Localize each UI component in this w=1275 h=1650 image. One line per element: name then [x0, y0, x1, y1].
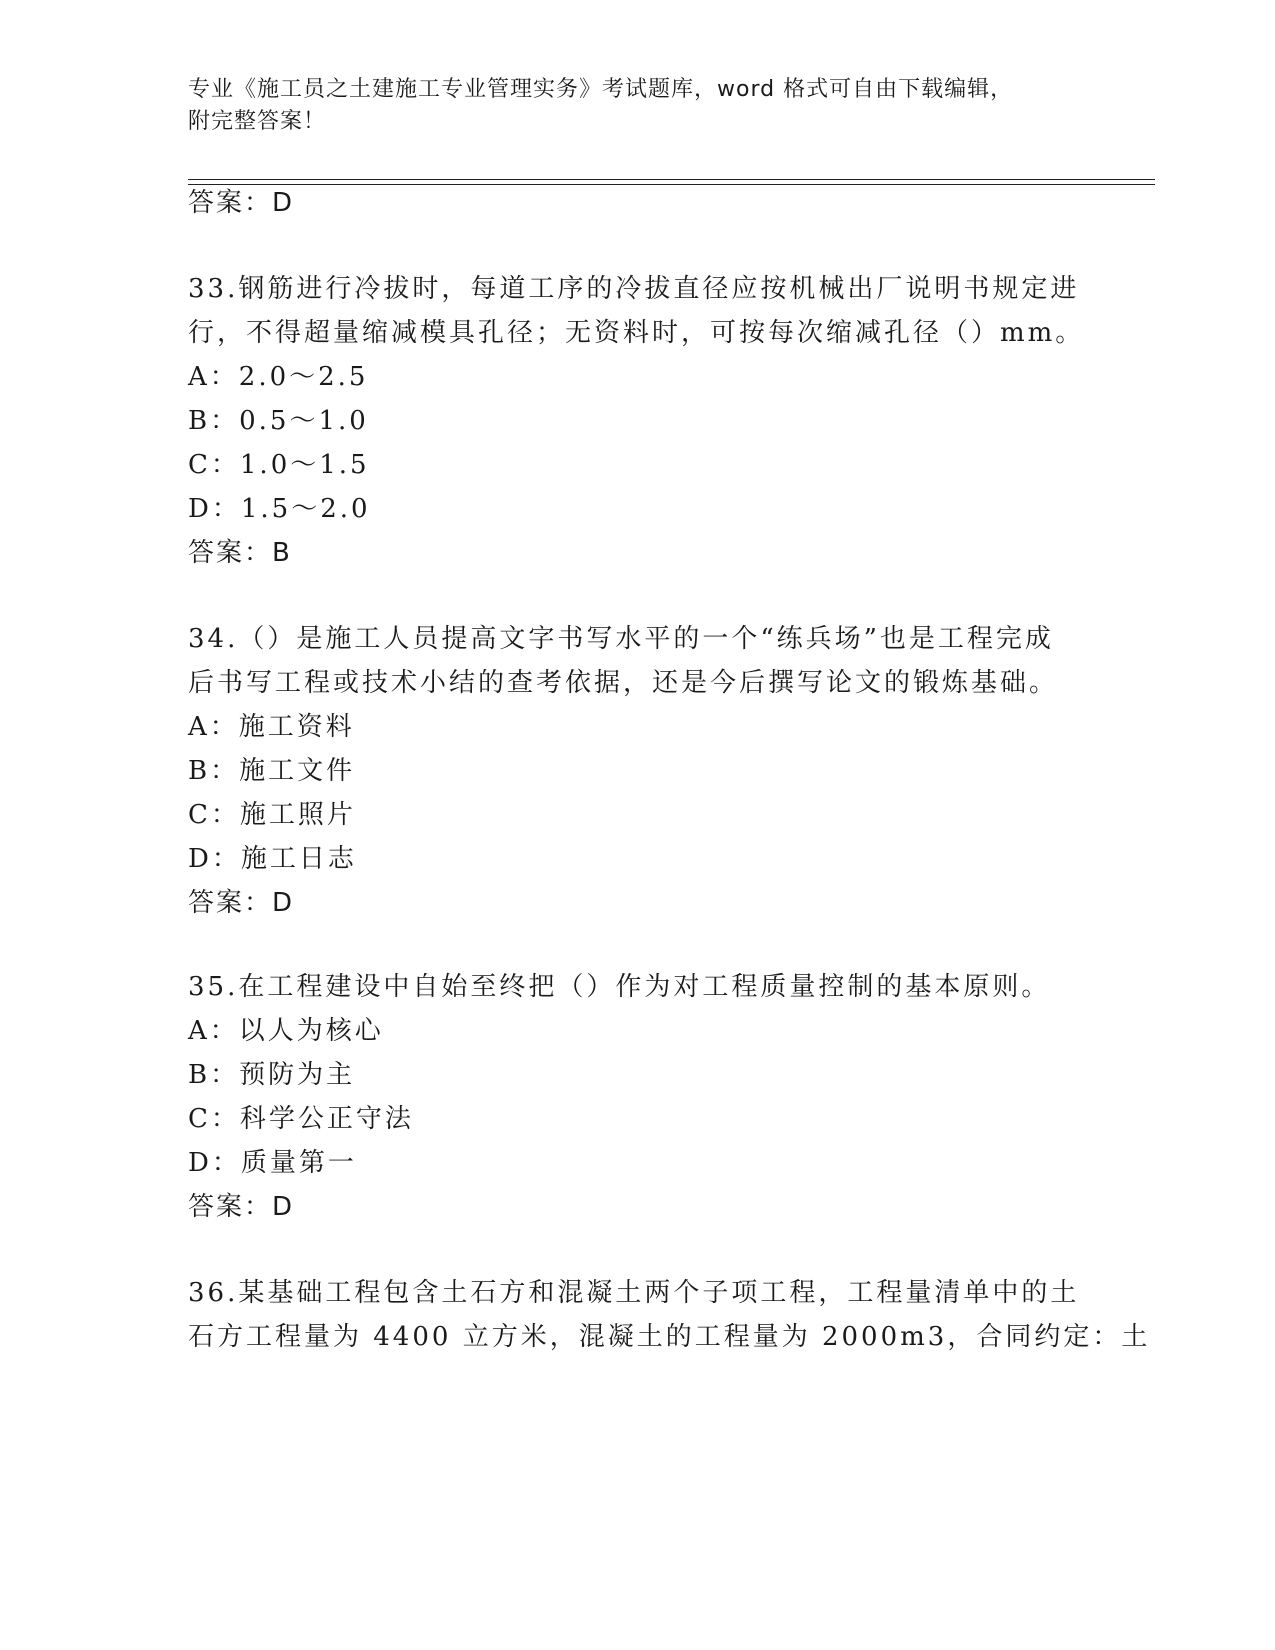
question-35-option-c: C：科学公正守法 — [188, 1104, 414, 1134]
question-36-stem-line-2: 石方工程量为 4400 立方米，混凝土的工程量为 2000m3，合同约定：土 — [188, 1322, 1151, 1352]
question-34-stem-line-1: 34.（）是施工人员提高文字书写水平的一个“练兵场”也是工程完成 — [188, 624, 1054, 654]
question-33-option-a: A：2.0～2.5 — [188, 362, 369, 392]
question-34-answer: 答案：D — [188, 888, 295, 918]
question-35-answer: 答案：D — [188, 1192, 295, 1222]
question-34-option-b: B：施工文件 — [188, 756, 356, 786]
question-34-option-c: C：施工照片 — [188, 800, 356, 830]
header-rule-top — [188, 179, 1155, 180]
page-header — [188, 74, 1088, 138]
question-33-option-c: C：1.0～1.5 — [188, 450, 370, 480]
answer-prev: 答案：D — [188, 188, 295, 218]
question-35-option-a: A：以人为核心 — [188, 1016, 384, 1046]
question-33-option-d: D：1.5～2.0 — [188, 494, 371, 524]
header-line-2: 附完整答案！ — [188, 109, 327, 134]
question-33-answer: 答案：B — [188, 538, 292, 568]
question-33-option-b: B：0.5～1.0 — [188, 406, 369, 436]
question-36-stem-line-1: 36.某基础工程包含土石方和混凝土两个子项工程，工程量清单中的土 — [188, 1278, 1080, 1308]
question-34-option-a: A：施工资料 — [188, 712, 355, 742]
question-33-stem-line-1: 33.钢筋进行冷拔时，每道工序的冷拔直径应按机械出厂说明书规定进 — [188, 274, 1080, 304]
question-35-option-d: D：质量第一 — [188, 1148, 357, 1178]
question-34-stem-line-2: 后书写工程或技术小结的查考依据，还是今后撰写论文的锻炼基础。 — [188, 668, 1059, 698]
question-35-option-b: B：预防为主 — [188, 1060, 356, 1090]
question-34-option-d: D：施工日志 — [188, 844, 357, 874]
question-35-stem-line-1: 35.在工程建设中自始至终把（）作为对工程质量控制的基本原则。 — [188, 972, 1051, 1002]
header-line-1: 专业《施工员之土建施工专业管理实务》考试题库，word 格式可自由下载编辑， — [188, 77, 1014, 102]
question-33-stem-line-2: 行，不得超量缩减模具孔径；无资料时，可按每次缩减孔径（）mm。 — [188, 318, 1085, 348]
header-rule-bottom — [188, 184, 1155, 185]
